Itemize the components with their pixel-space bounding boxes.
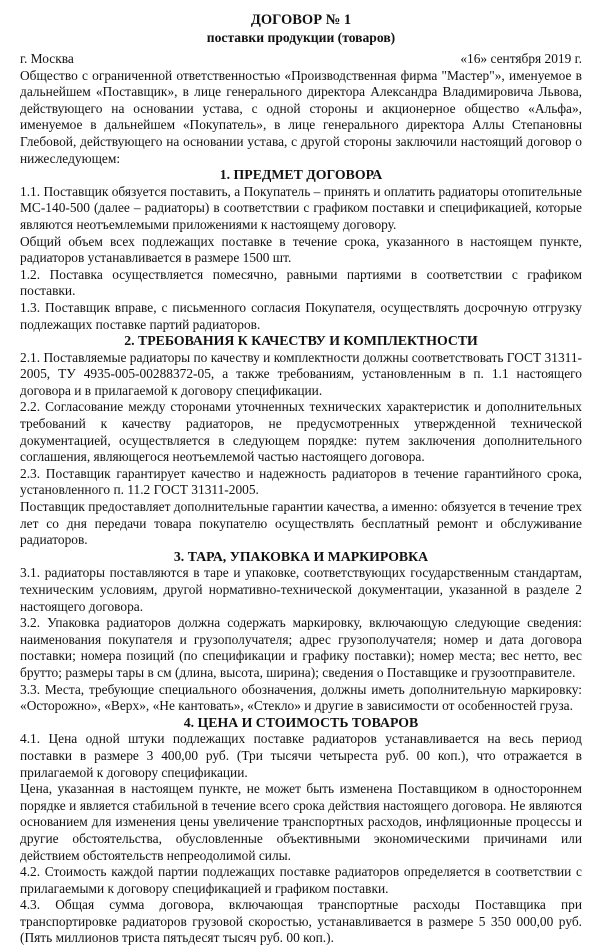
section-quality (20, 333, 582, 549)
document-page (20, 12, 582, 947)
section-paragraph: 1.1. Поставщик обязуется поставить, а Покупатель – принять и оплатить радиаторы отопительные МС-140-500 (далее – радиаторы) в соответствии с графиком поставки и спецификацией, которые являются неотъемлемыми приложениями к настоящему договору. (20, 183, 582, 232)
section-heading: 3. ТАРА, УПАКОВКА И МАРКИРОВКА (173, 548, 429, 564)
section-paragraph: Цена, указанная в настоящем пункте, не может быть изменена Поставщиком в одностороннем порядке и является стабильной в течение всего срока действия настоящего договора. Не являются основанием для изменения цены увеличение транспортных расходов, инфляционные процессы и другие обстоятельства, обусловленные объективными экономическими причинами или действием обстоятельств непреодолимой силы. (20, 781, 582, 863)
date-text: «16» сентября 2019 г. (460, 51, 582, 66)
section-paragraph: 3.3. Места, требующие специального обозначения, должны иметь дополнительную маркировку: «Осторожно», «Верх», «Не кантовать», «Стекло» и другие в зависимости от особенностей груза. (20, 681, 582, 714)
section-heading: 2. ТРЕБОВАНИЯ К КАЧЕСТВУ И КОМПЛЕКТНОСТИ (124, 333, 478, 349)
section-paragraph: 1.2. Поставка осуществляется помесячно, равными партиями в соответствии с графиком поставки. (20, 266, 582, 299)
contract-title: ДОГОВОР № 1 (250, 12, 352, 28)
section-packaging (20, 549, 582, 715)
section-heading: 4. ЦЕНА И СТОИМОСТЬ ТОВАРОВ (183, 714, 419, 730)
section-heading: 1. ПРЕДМЕТ ДОГОВОРА (219, 167, 383, 183)
section-paragraph: 4.1. Цена одной штуки подлежащих поставке радиаторов устанавливается на весь период поставки в размере 3 400,00 руб. (Три тысячи четыреста руб. 00 коп.), что отражается в прилагаемой к договору спецификации. (20, 731, 582, 780)
section-paragraph: 2.3. Поставщик гарантирует качество и надежность радиаторов в течение гарантийного срока, установленного п. 11.2 ГОСТ 31311-2005. (20, 465, 582, 498)
contract-subtitle: поставки продукции (товаров) (206, 30, 396, 45)
section-paragraph: 2.1. Поставляемые радиаторы по качеству и комплектности должны соответствовать ГОСТ 31311-2005, ТУ 4935-005-00288372-05, а также требованиям, установленным в п. 1.1 настоящего договора и в прилагаемой к договору спецификации. (20, 349, 582, 398)
intro-paragraph: Общество с ограниченной ответственностью «Производственная фирма "Мастер"», именуемое в дальнейшем «Поставщик», в лице генерального директора Александра Владимировича Львова, действующего на основании устава, с одной стороны и акционерное общество «Альфа», именуемое в дальнейшем «Покупатель», в лице генерального директора Аллы Степановны Глебовой, действующего на основании устава, с другой стороны заключили настоящий договор о нижеследующем: (20, 67, 582, 166)
section-paragraph: Общий объем всех подлежащих поставке в течение срока, указанного в настоящем пункте, радиаторов устанавливается в размере 1500 шт. (20, 233, 582, 266)
city-text: г. Москва (20, 51, 74, 66)
section-subject (20, 167, 582, 333)
place-date-line (20, 51, 582, 68)
section-paragraph: 3.2. Упаковка радиаторов должна содержать маркировку, включающую следующие сведения: наименования покупателя и грузополучателя; адрес грузополучателя; номер и дата договора поставки; номера позиций (по спецификации и графику поставки); номер места; вес нетто, вес брутто; размеры тары в см (длина, высота, ширина); сведения о Поставщике и грузоотправителе. (20, 615, 582, 680)
section-paragraph: 4.3. Общая сумма договора, включающая транспортные расходы Поставщика при транспортировке радиаторов грузовой скоростью, устанавливается в размере 5 350 000,00 руб. (Пять миллионов триста пятьдесят тысяч руб. 00 коп.). (20, 897, 582, 946)
section-paragraph: 1.3. Поставщик вправе, с письменного согласия Покупателя, осуществлять досрочную отгрузку подлежащих поставке партий радиаторов. (20, 299, 582, 332)
section-price (20, 715, 582, 947)
section-paragraph: 2.2. Согласование между сторонами уточненных технических характеристик и дополнительных требований к качеству радиаторов, не предусмотренных утвержденной технической документацией, осуществляется в следующем порядке: путем заключения дополнительного соглашения, являющегося неотъемлемой частью настоящего договора. (20, 399, 582, 465)
section-paragraph: Поставщик предоставляет дополнительные гарантии качества, а именно: обязуется в течение трех лет со дня передачи товара покупателю осуществлять бесплатный ремонт и обслуживание радиаторов. (20, 499, 582, 548)
section-paragraph: 4.2. Стоимость каждой партии подлежащих поставке радиаторов определяется в соответствии с прилагаемыми к договору спецификацией и графиком поставки. (20, 864, 582, 896)
section-paragraph: 3.1. радиаторы поставляются в таре и упаковке, соответствующих государственным стандартам, техническим условиям, другой нормативно-технической документации, указанной в разделе 2 настоящего договора. (20, 565, 582, 614)
